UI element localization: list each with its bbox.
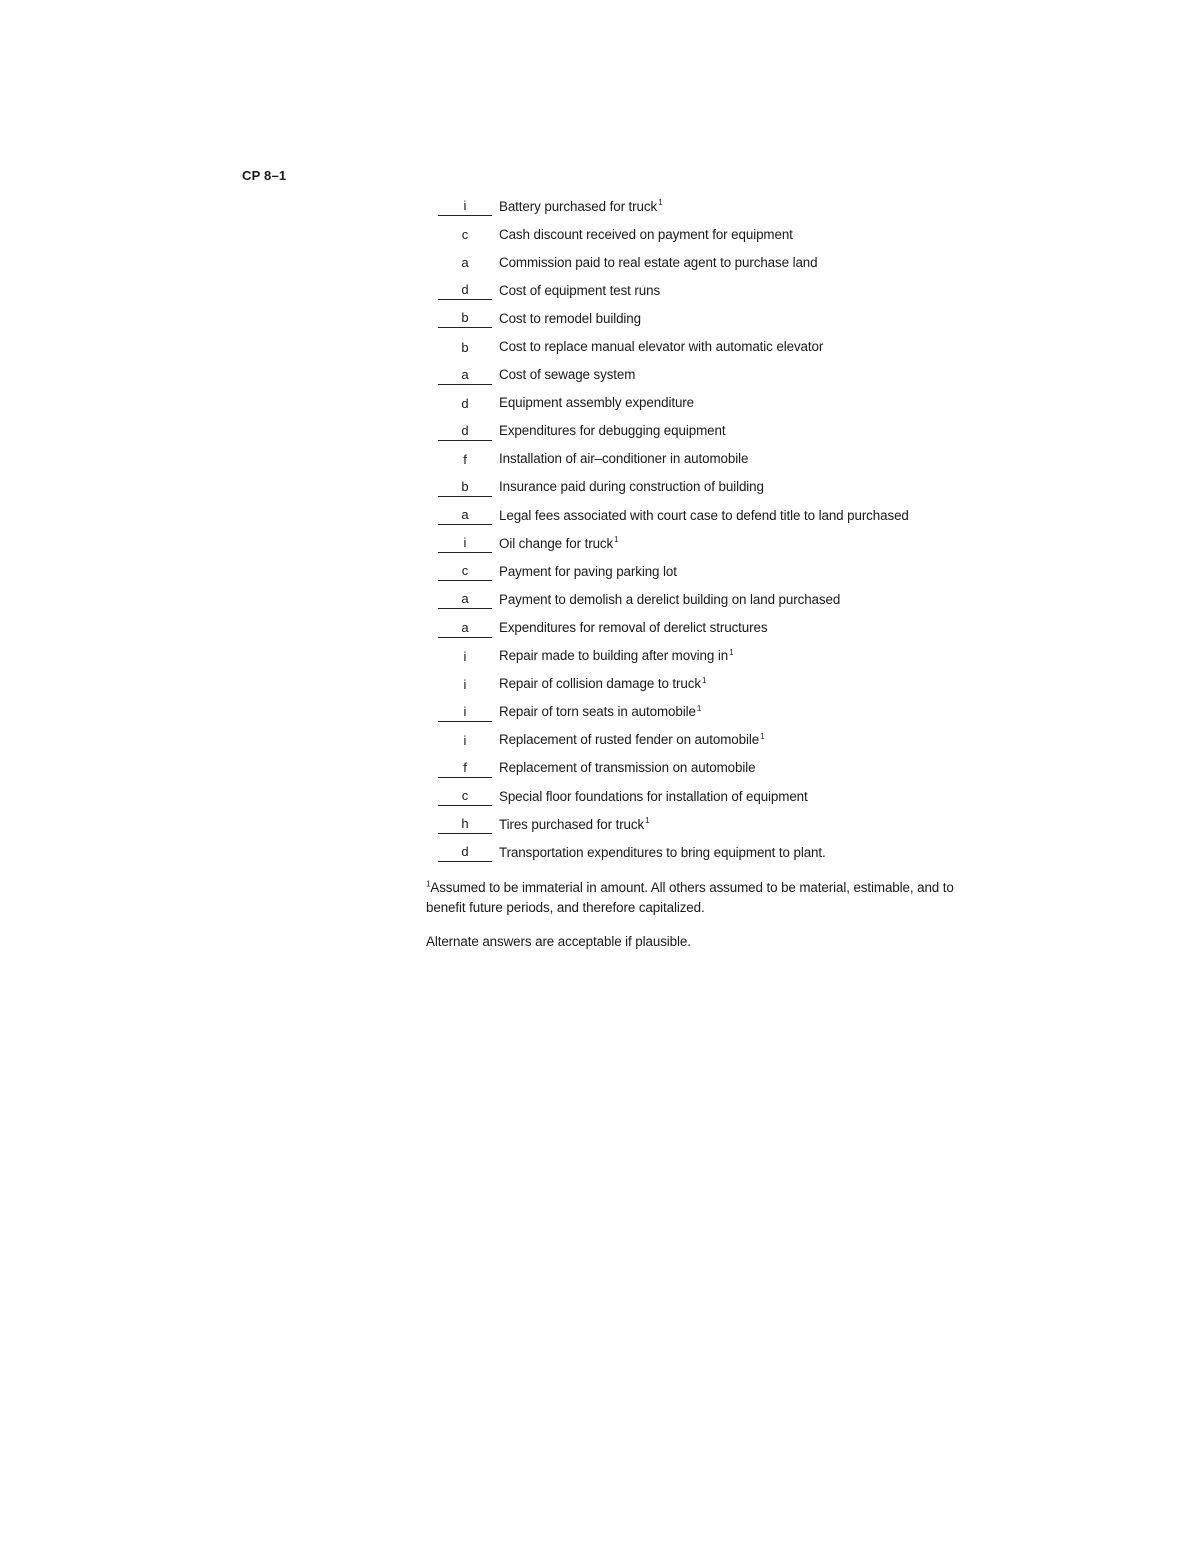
item-description xyxy=(499,508,909,523)
item-description xyxy=(499,339,823,354)
answer-row xyxy=(438,501,998,529)
answer-row xyxy=(438,642,998,670)
answer-row xyxy=(438,248,998,276)
item-description xyxy=(499,451,748,466)
item-text: Cost to remodel building xyxy=(499,310,642,326)
item-description xyxy=(499,845,826,860)
item-text: Transportation expenditures to bring equipment to plant. xyxy=(499,844,826,860)
item-description xyxy=(499,760,755,775)
item-text: Replacement of transmission on automobile xyxy=(499,760,756,776)
item-text: Repair of collision damage to truck xyxy=(499,676,701,692)
item-text: Tires purchased for truck xyxy=(499,816,645,832)
answer-letter: c xyxy=(438,562,492,581)
answer-row xyxy=(438,220,998,248)
item-text: Repair made to building after moving in xyxy=(499,648,729,664)
item-description xyxy=(499,592,840,607)
item-text: Equipment assembly expenditure xyxy=(499,395,694,411)
footnote-ref: 1 xyxy=(614,535,619,545)
item-text: Battery purchased for truck xyxy=(499,198,658,214)
answer-letter: i xyxy=(438,534,492,553)
answer-row xyxy=(438,417,998,445)
item-description xyxy=(499,704,701,719)
answer-row xyxy=(438,332,998,360)
answer-row xyxy=(438,361,998,389)
item-text: Cost to replace manual elevator with automatic elevator xyxy=(499,339,824,355)
answer-letter: a xyxy=(438,506,492,525)
item-description xyxy=(499,395,694,410)
item-description xyxy=(499,648,733,663)
footnote-ref: 1 xyxy=(696,703,702,713)
answer-letter: d xyxy=(438,422,492,441)
answer-row xyxy=(438,585,998,613)
answer-row xyxy=(438,698,998,726)
answer-letter: f xyxy=(438,759,492,778)
answer-row xyxy=(438,782,998,810)
footnote-ref: 1 xyxy=(760,731,765,741)
item-text: Cash discount received on payment for equipment xyxy=(499,226,793,242)
item-description xyxy=(499,789,808,804)
item-description xyxy=(499,479,764,494)
answer-letter: i xyxy=(463,732,467,748)
item-text: Insurance paid during construction of building xyxy=(499,479,764,495)
footnote-ref: 1 xyxy=(658,198,663,208)
page-heading: CP 8–1 xyxy=(242,168,287,183)
answer-row xyxy=(438,670,998,698)
answer-letter: i xyxy=(438,703,492,722)
item-description xyxy=(499,227,793,242)
answer-letter: b xyxy=(461,339,469,355)
footnote-text: Assumed to be immaterial in amount. All others assumed to be material, estimable, and to benefit future periods, and therefore capitalized. xyxy=(426,880,954,915)
answer-row xyxy=(438,473,998,501)
answer-row xyxy=(438,613,998,641)
item-text: Cost of sewage system xyxy=(499,367,636,383)
answer-letter: i xyxy=(463,676,467,692)
item-text: Commission paid to real estate agent to purchase land xyxy=(499,254,818,270)
answer-letter: c xyxy=(438,787,492,806)
answer-row xyxy=(438,726,998,754)
item-text: Oil change for truck xyxy=(499,535,614,551)
item-text: Special floor foundations for installation of equipment xyxy=(499,788,808,804)
item-description xyxy=(499,676,706,691)
answer-letter: d xyxy=(438,843,492,862)
item-text: Replacement of rusted fender on automobile xyxy=(499,732,760,748)
answer-row xyxy=(438,445,998,473)
answer-row xyxy=(438,838,998,866)
item-description xyxy=(499,564,677,579)
footnote-ref: 1 xyxy=(701,675,707,685)
footnote-ref: 1 xyxy=(645,816,650,826)
footnote-marker: 1 xyxy=(426,879,431,889)
item-description xyxy=(499,283,660,298)
item-description xyxy=(499,367,635,382)
answer-letter: d xyxy=(438,281,492,300)
answer-row xyxy=(438,754,998,782)
footnote xyxy=(426,878,986,918)
item-description xyxy=(499,423,725,438)
answer-letter: b xyxy=(438,309,492,328)
item-text: Expenditures for debugging equipment xyxy=(499,423,726,439)
footnote-ref: 1 xyxy=(729,647,734,657)
item-description xyxy=(499,817,649,832)
answer-row xyxy=(438,276,998,304)
item-description xyxy=(499,620,767,635)
answer-letter: b xyxy=(438,478,492,497)
answer-letter: f xyxy=(463,451,467,467)
answer-letter: i xyxy=(463,648,467,664)
answer-letter: a xyxy=(438,366,492,385)
item-description xyxy=(499,311,641,326)
answer-letter: a xyxy=(461,255,469,271)
item-description xyxy=(499,732,764,747)
answer-row xyxy=(438,810,998,838)
item-description xyxy=(499,255,818,270)
item-text: Expenditures for removal of derelict structures xyxy=(499,619,768,635)
alternate-answers-note: Alternate answers are acceptable if plausible. xyxy=(426,934,691,949)
answer-list xyxy=(438,192,998,866)
answer-letter: a xyxy=(438,619,492,638)
answer-letter: c xyxy=(461,227,469,243)
item-description xyxy=(499,536,618,551)
answer-row xyxy=(438,557,998,585)
item-text: Legal fees associated with court case to defend title to land purchased xyxy=(499,507,909,523)
answer-row xyxy=(438,192,998,220)
answer-letter: d xyxy=(461,395,469,411)
item-description xyxy=(499,199,662,214)
answer-letter: h xyxy=(438,815,492,834)
answer-letter: i xyxy=(438,197,492,216)
item-text: Payment to demolish a derelict building on land purchased xyxy=(499,591,841,607)
item-text: Payment for paving parking lot xyxy=(499,563,677,579)
item-text: Repair of torn seats in automobile xyxy=(499,704,696,720)
answer-letter: a xyxy=(438,590,492,609)
answer-row xyxy=(438,389,998,417)
answer-row xyxy=(438,529,998,557)
answer-row xyxy=(438,304,998,332)
item-text: Cost of equipment test runs xyxy=(499,282,661,298)
item-text: Installation of air–conditioner in automobile xyxy=(499,451,749,467)
